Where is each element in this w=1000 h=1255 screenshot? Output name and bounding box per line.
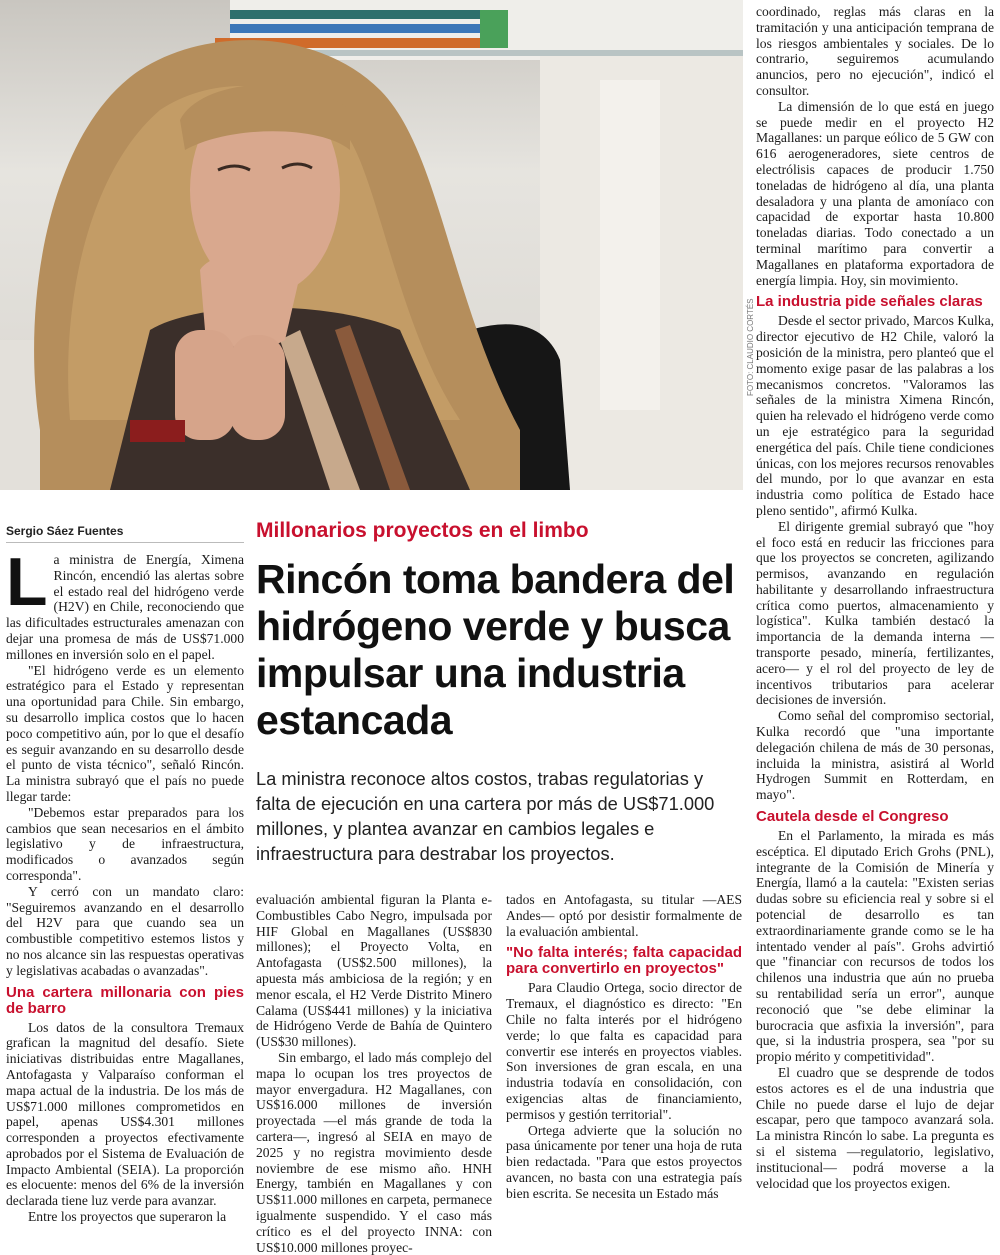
paragraph: evaluación ambiental figuran la Planta e-Combustibles Cabo Negro, impulsada por HIF Global en Magallanes (US$830 millones); el Proyecto Volta, en Antofagasta (US$2.500 millones), la apuesta más ambiciosa de la región; y en menor escala, el H2 Verde Distrito Minero Calama (US$441 millones) y la iniciativa de Hidrógeno Verde de Bahía de Quintero (US$30 millones). [256,892,492,1050]
paragraph: Como señal del compromiso sectorial, Kulka recordó que "una importante delegación chilena de más de 30 personas, incluida la ministra, asistirá al World Hydrogen Summit en Rotterdam, en mayo". [756,708,994,803]
headline: Rincón toma bandera del hidrógeno verde y busca impulsar una industria estancada [256,556,735,743]
paragraph: coordinado, reglas más claras en la tramitación y una anticipación temprana de los riesgos ambientales y sociales. De lo contrario, seguiremos acumulando anuncios, pero no ejecución", indicó el consultor. [756,4,994,98]
kicker: Millonarios proyectos en el limbo [256,519,589,542]
paragraph: El dirigente gremial subrayó que "hoy el foco está en reducir las fricciones para que los proyectos se concreten, agilizando permisos, avanzando en regulación habilitante y desarrollando infraestructura crítica como puertos, almacenamiento y logística". Kulka también destacó la importancia de la demanda interna —transporte pesado, minería, fertilizantes, acero— y el rol del proyecto de ley de incentivos tributarios para acelerar decisiones de inversión. [756,518,994,708]
paragraph: Los datos de la consultora Tremaux grafican la magnitud del desafío. Siete iniciativas distribuidas entre Magallanes, Antofagasta y Valparaíso conforman el mapa actual de la industria. De los más de US$71.000 millones comprometidos en papel, apenas US$4.301 millones corresponden a proyectos efectivamente aprobados por el Sistema de Evaluación de Impacto Ambiental (SEIA). La proporción es elocuente: menos del 6% de la inversión declarada tiene luz verde para avanzar. [6,1019,244,1209]
paragraph: El cuadro que se desprende de todos estos actores es el de una industria que Chile no puede darse el lujo de dejar escapar, pero que tampoco avanzará sola. La ministra Rincón lo sabe. La pregunta es si el sistema —regulatorio, legislativo, institucional— podrá moverse a la velocidad que los proyectos exigen. [756,1065,994,1191]
paragraph: La dimensión de lo que está en juego se puede medir en el proyecto H2 Magallanes: un parque eólico de 5 GW con 616 aerogeneradores, siete centros de electrólisis capaces de producir 1.750 toneladas de hidrógeno al día, una planta desaladora y una planta de amoníaco con capacidad de exportar hasta 10.800 toneladas diarias. Todo conectado a un terminal marítimo para convertir a Magallanes en plataforma exportadora de energía limpia. Hoy, sin movimiento. [756,98,994,288]
paragraph: "El hidrógeno verde es un elemento estratégico para el Estado y representan una oportunidad para Chile. Sin embargo, su desarrollo implica costos que lo hacen poco competitivo aún, por lo que el desafío es seguir avanzando en su desarrollo desde el punto de vista técnico", señaló Rincón. La ministra subrayó que el país no puede llegar tarde: [6,662,244,804]
subheading: "No falta interés; falta capacidad para convertirlo en proyectos" [506,944,742,978]
portrait-photo [0,0,743,490]
column-4 [756,4,994,1191]
byline: Sergio Sáez Fuentes [6,524,124,538]
paragraph: Desde el sector privado, Marcos Kulka, director ejecutivo de H2 Chile, valoró la posición de la ministra, pero planteó que el momento exige pasar de las palabras a los mecanismos concretos. "Valoramos las señales de la ministra Ximena Rincón, quien ha relevado el hidrógeno verde como un eje estratégico para la seguridad energética del país. Chile tiene condiciones únicas, con los mejores recursos renovables del mundo, por lo que avanzar en esta industria como política de Estado hace pleno sentido", afirmó Kulka. [756,313,994,518]
dropcap: L [6,544,48,620]
column-1 [6,544,244,1225]
paragraph: Ortega advierte que la solución no pasa únicamente por tener una hoja de ruta bien redactada. "Para que estos proyectos avancen, no basta con una estrategia país bien escrita. Se necesita un Estado más [506,1122,742,1201]
byline-rule [6,542,244,543]
subheading: La industria pide señales claras [756,293,983,311]
paragraph: Sin embargo, el lado más complejo del mapa lo ocupan los tres proyectos de mayor envergadura. H2 Magallanes, con US$16.000 millones de inversión proyectada —el más grande de toda la cartera—, ingresó al SEIA en mayo de 2025 y no registra movimiento desde noviembre de ese mismo año. HNH Energy, también en Magallanes y con US$11.000 millones en carpeta, permanece igualmente suspendido. Y el caso más crítico es el del proyecto INNA: con US$10.000 millones proyec- [256,1049,492,1255]
deck: La ministra reconoce altos costos, trabas regulatorias y falta de ejecución en una cartera por más de US$71.000 millones, y plantea avanzar en cambios legales e infraestructura para destrabar los proyectos. [256,768,715,864]
paragraph: tados en Antofagasta, su titular —AES Andes— optó por desistir formalmente de la evaluación ambiental. [506,892,742,939]
paragraph: Entre los proyectos que superaron la [28,1209,227,1225]
column-3 [506,892,742,1202]
portrait-illustration [0,0,743,490]
paragraph: En el Parlamento, la mirada es más escéptica. El diputado Erich Grohs (PNL), integrante de la Comisión de Minería y Energía, llamó a la cautela: "Existen serias dudas sobre su eficiencia real y sobre si el potencial de desarrollo es tan extraordinariamente grande como se le ha intentado vender al país". Grohs advirtió que "financiar con recursos de todos los chilenos una industria que aún no prueba su rentabilidad sería un error", aunque reconoció que "se debe eliminar la burocracia que asfixia la inversión", para que, si la industria prospera, sea "por su propio mérito y competitividad". [756,828,994,1065]
paragraph: "Debemos estar preparados para los cambios que sean necesarios en el ámbito legislativo y de infraestructura, modificados o avanzados según corresponda". [6,804,244,883]
lead-paragraph: La ministra de Energía, Ximena Rincón, encendió las alertas sobre el estado real del hidrógeno verde (H2V) en Chile, reconociendo que las dificultades estructurales amenazan con dejar una promesa de más de US$71.000 millones en inversión solo en el papel. [6,544,244,662]
paragraph: Y cerró con un mandato claro: "Seguiremos avanzando en el desarrollo del H2V para que cuando sea un combustible competitivo estemos listos y no nos alcance sin las respuestas operativas y legislativas acabadas o avanzadas". [6,883,244,978]
subheading: Una cartera millonaria con pies de barro [6,983,244,1017]
subheading: Cautela desde el Congreso [756,808,949,826]
photo-credit: FOTO: CLAUDIO CORTÉS [746,298,755,396]
paragraph: Para Claudio Ortega, socio director de Tremaux, el diagnóstico es directo: "En Chile no falta interés por el hidrógeno verde; lo que falta es capacidad para convertir ese interés en proyectos viables. Son inversiones de gran escala, en una industria todavía en consolidación, con exigencias altas de financiamiento, permisos y gestión territorial". [506,980,742,1122]
column-2 [256,892,492,1255]
